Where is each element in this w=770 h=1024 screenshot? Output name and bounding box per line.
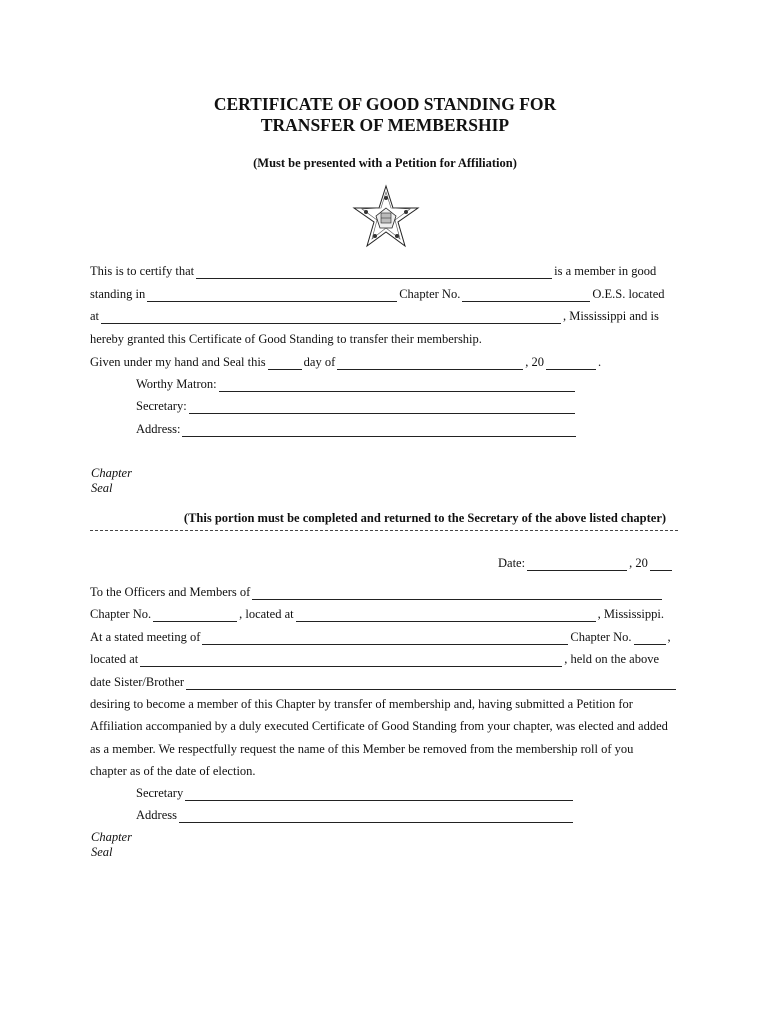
located-at-line: [90, 652, 659, 667]
secretary-line: [136, 399, 577, 414]
address-line: [136, 422, 578, 437]
address-label: Address:: [136, 422, 181, 436]
return-secretary-line: [136, 786, 575, 801]
document-title-line-1: CERTIFICATE OF GOOD STANDING FOR: [213, 94, 557, 114]
date-field[interactable]: [527, 558, 627, 571]
eastern-star-emblem-icon: [352, 184, 420, 250]
receiving-location-field[interactable]: [296, 609, 596, 622]
return-address-line: [136, 808, 575, 823]
stated-meeting-label: At a stated meeting of: [90, 630, 201, 644]
address-field[interactable]: [182, 424, 576, 437]
standing-line: [90, 287, 665, 302]
location-line: [90, 309, 659, 324]
paragraph-line-1: desiring to become a member of this Chapter by transfer of membership and, having submitted a Petition for: [90, 697, 633, 711]
year-field[interactable]: [546, 357, 596, 370]
date-line: [498, 556, 674, 571]
meeting-chapter-number-field[interactable]: [634, 632, 666, 645]
sister-brother-label: date Sister/Brother: [90, 675, 185, 689]
certify-label: This is to certify that: [90, 264, 195, 278]
paragraph-line-4: chapter as of the date of election.: [90, 764, 256, 778]
return-secretary-field[interactable]: [185, 788, 573, 801]
return-portion-note: (This portion must be completed and returned to the Secretary of the above listed chapter): [183, 511, 667, 525]
seal-label: Seal: [91, 481, 113, 495]
date-year-label: , 20: [629, 556, 648, 570]
at-label: at: [90, 309, 100, 323]
date-year-field[interactable]: [650, 558, 672, 571]
comma-label: ,: [667, 630, 671, 644]
period-label: .: [598, 355, 602, 369]
secretary-field[interactable]: [189, 401, 575, 414]
receiving-chapter-number-field[interactable]: [153, 609, 237, 622]
document-title-line-2: TRANSFER OF MEMBERSHIP: [260, 115, 510, 135]
worthy-matron-label: Worthy Matron:: [136, 377, 217, 391]
to-officers-line: [90, 585, 664, 600]
chapter-no-label: Chapter No.: [399, 287, 461, 301]
granted-text: hereby granted this Certificate of Good Standing to transfer their membership.: [90, 332, 482, 346]
sister-brother-field[interactable]: [186, 677, 676, 690]
standing-in-label: standing in: [90, 287, 146, 301]
day-of-label: day of: [303, 355, 336, 369]
day-field[interactable]: [268, 357, 302, 370]
chapter-no-label-2: Chapter No.: [90, 607, 152, 621]
chapter-seal-label: Chapter: [91, 466, 132, 480]
paragraph-line-2: Affiliation accompanied by a duly executed Certificate of Good Standing from your chapter, was elected and added: [90, 719, 668, 733]
return-secretary-label: Secretary: [136, 786, 184, 800]
given-label: Given under my hand and Seal this: [90, 355, 266, 369]
chapter-no-label-3: Chapter No.: [570, 630, 632, 644]
secretary-label: Secretary:: [136, 399, 187, 413]
certify-line: [90, 264, 656, 279]
worthy-matron-line: [136, 377, 577, 392]
oes-located-label: O.E.S. located: [592, 287, 665, 301]
return-address-label: Address: [136, 808, 177, 822]
held-on-label: , held on the above: [564, 652, 660, 666]
mississippi-label-2: , Mississippi.: [597, 607, 664, 621]
month-field[interactable]: [337, 357, 523, 370]
to-officers-label: To the Officers and Members of: [90, 585, 251, 599]
sister-brother-line: [90, 675, 678, 690]
granted-line: [90, 332, 482, 347]
paragraph-line-3: as a member. We respectfully request the name of this Member be removed from the membership roll of you: [90, 742, 634, 756]
located-at-label: , located at: [239, 607, 294, 621]
member-name-field[interactable]: [196, 266, 552, 279]
year-prefix-label: , 20: [525, 355, 545, 369]
chapter-no-line: [90, 607, 664, 622]
chapter-number-field[interactable]: [462, 289, 590, 302]
document-subtitle: (Must be presented with a Petition for Affiliation): [253, 156, 517, 170]
date-label: Date:: [498, 556, 526, 570]
given-line: [90, 355, 601, 370]
meeting-chapter-field[interactable]: [202, 632, 568, 645]
return-address-field[interactable]: [179, 810, 573, 823]
return-chapter-seal-label: Chapter: [91, 830, 132, 844]
member-in-good-label: is a member in good: [554, 264, 657, 278]
located-at-label-2: located at: [90, 652, 139, 666]
cut-line-divider: [90, 530, 678, 531]
meeting-location-field[interactable]: [140, 654, 562, 667]
mississippi-label: , Mississippi and is: [563, 309, 659, 323]
chapter-name-field[interactable]: [147, 289, 397, 302]
stated-meeting-line: [90, 630, 671, 645]
receiving-chapter-field[interactable]: [252, 587, 662, 600]
location-field[interactable]: [101, 311, 561, 324]
worthy-matron-field[interactable]: [219, 379, 575, 392]
return-seal-label: Seal: [91, 845, 113, 859]
